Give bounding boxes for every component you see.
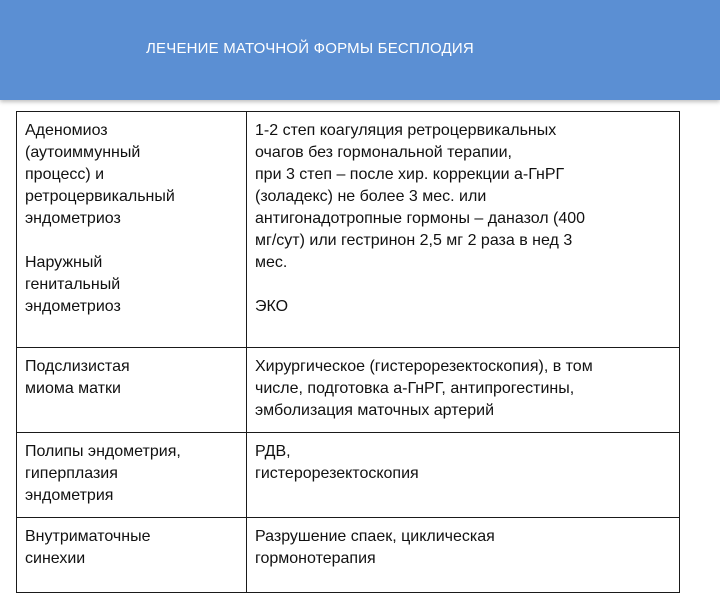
treatment-cell: 1-2 степ коагуляция ретроцервикальных очагов без гормональной терапии, при 3 степ – после хир. коррекции а-ГнРГ (золадекс) не более 3 мес. или антигонадотропные гормоны – даназол (400 мг/сут) или гестринон 2,5 мг 2 раза в нед 3 мес. ЭКО bbox=[247, 112, 680, 348]
treatment-table bbox=[16, 111, 680, 593]
treatment-cell: Разрушение спаек, циклическая гормонотерапия bbox=[247, 518, 680, 593]
condition-cell: Полипы эндометрия, гиперплазия эндометрия bbox=[17, 433, 247, 518]
condition-cell: Аденомиоз (аутоиммунный процесс) и ретроцервикальный эндометриоз Наружный генитальный эндометриоз bbox=[17, 112, 247, 348]
treatment-cell: РДВ, гистерорезектоскопия bbox=[247, 433, 680, 518]
table-row bbox=[17, 433, 680, 518]
treatment-cell: Хирургическое (гистерорезектоскопия), в том числе, подготовка а-ГнРГ, антипрогестины, эмболизация маточных артерий bbox=[247, 348, 680, 433]
table-row bbox=[17, 348, 680, 433]
slide-header bbox=[0, 0, 720, 100]
table-row bbox=[17, 518, 680, 593]
condition-cell: Подслизистая миома матки bbox=[17, 348, 247, 433]
condition-cell: Внутриматочные синехии bbox=[17, 518, 247, 593]
table-row bbox=[17, 112, 680, 348]
slide-title: ЛЕЧЕНИЕ МАТОЧНОЙ ФОРМЫ БЕСПЛОДИЯ bbox=[146, 40, 474, 57]
